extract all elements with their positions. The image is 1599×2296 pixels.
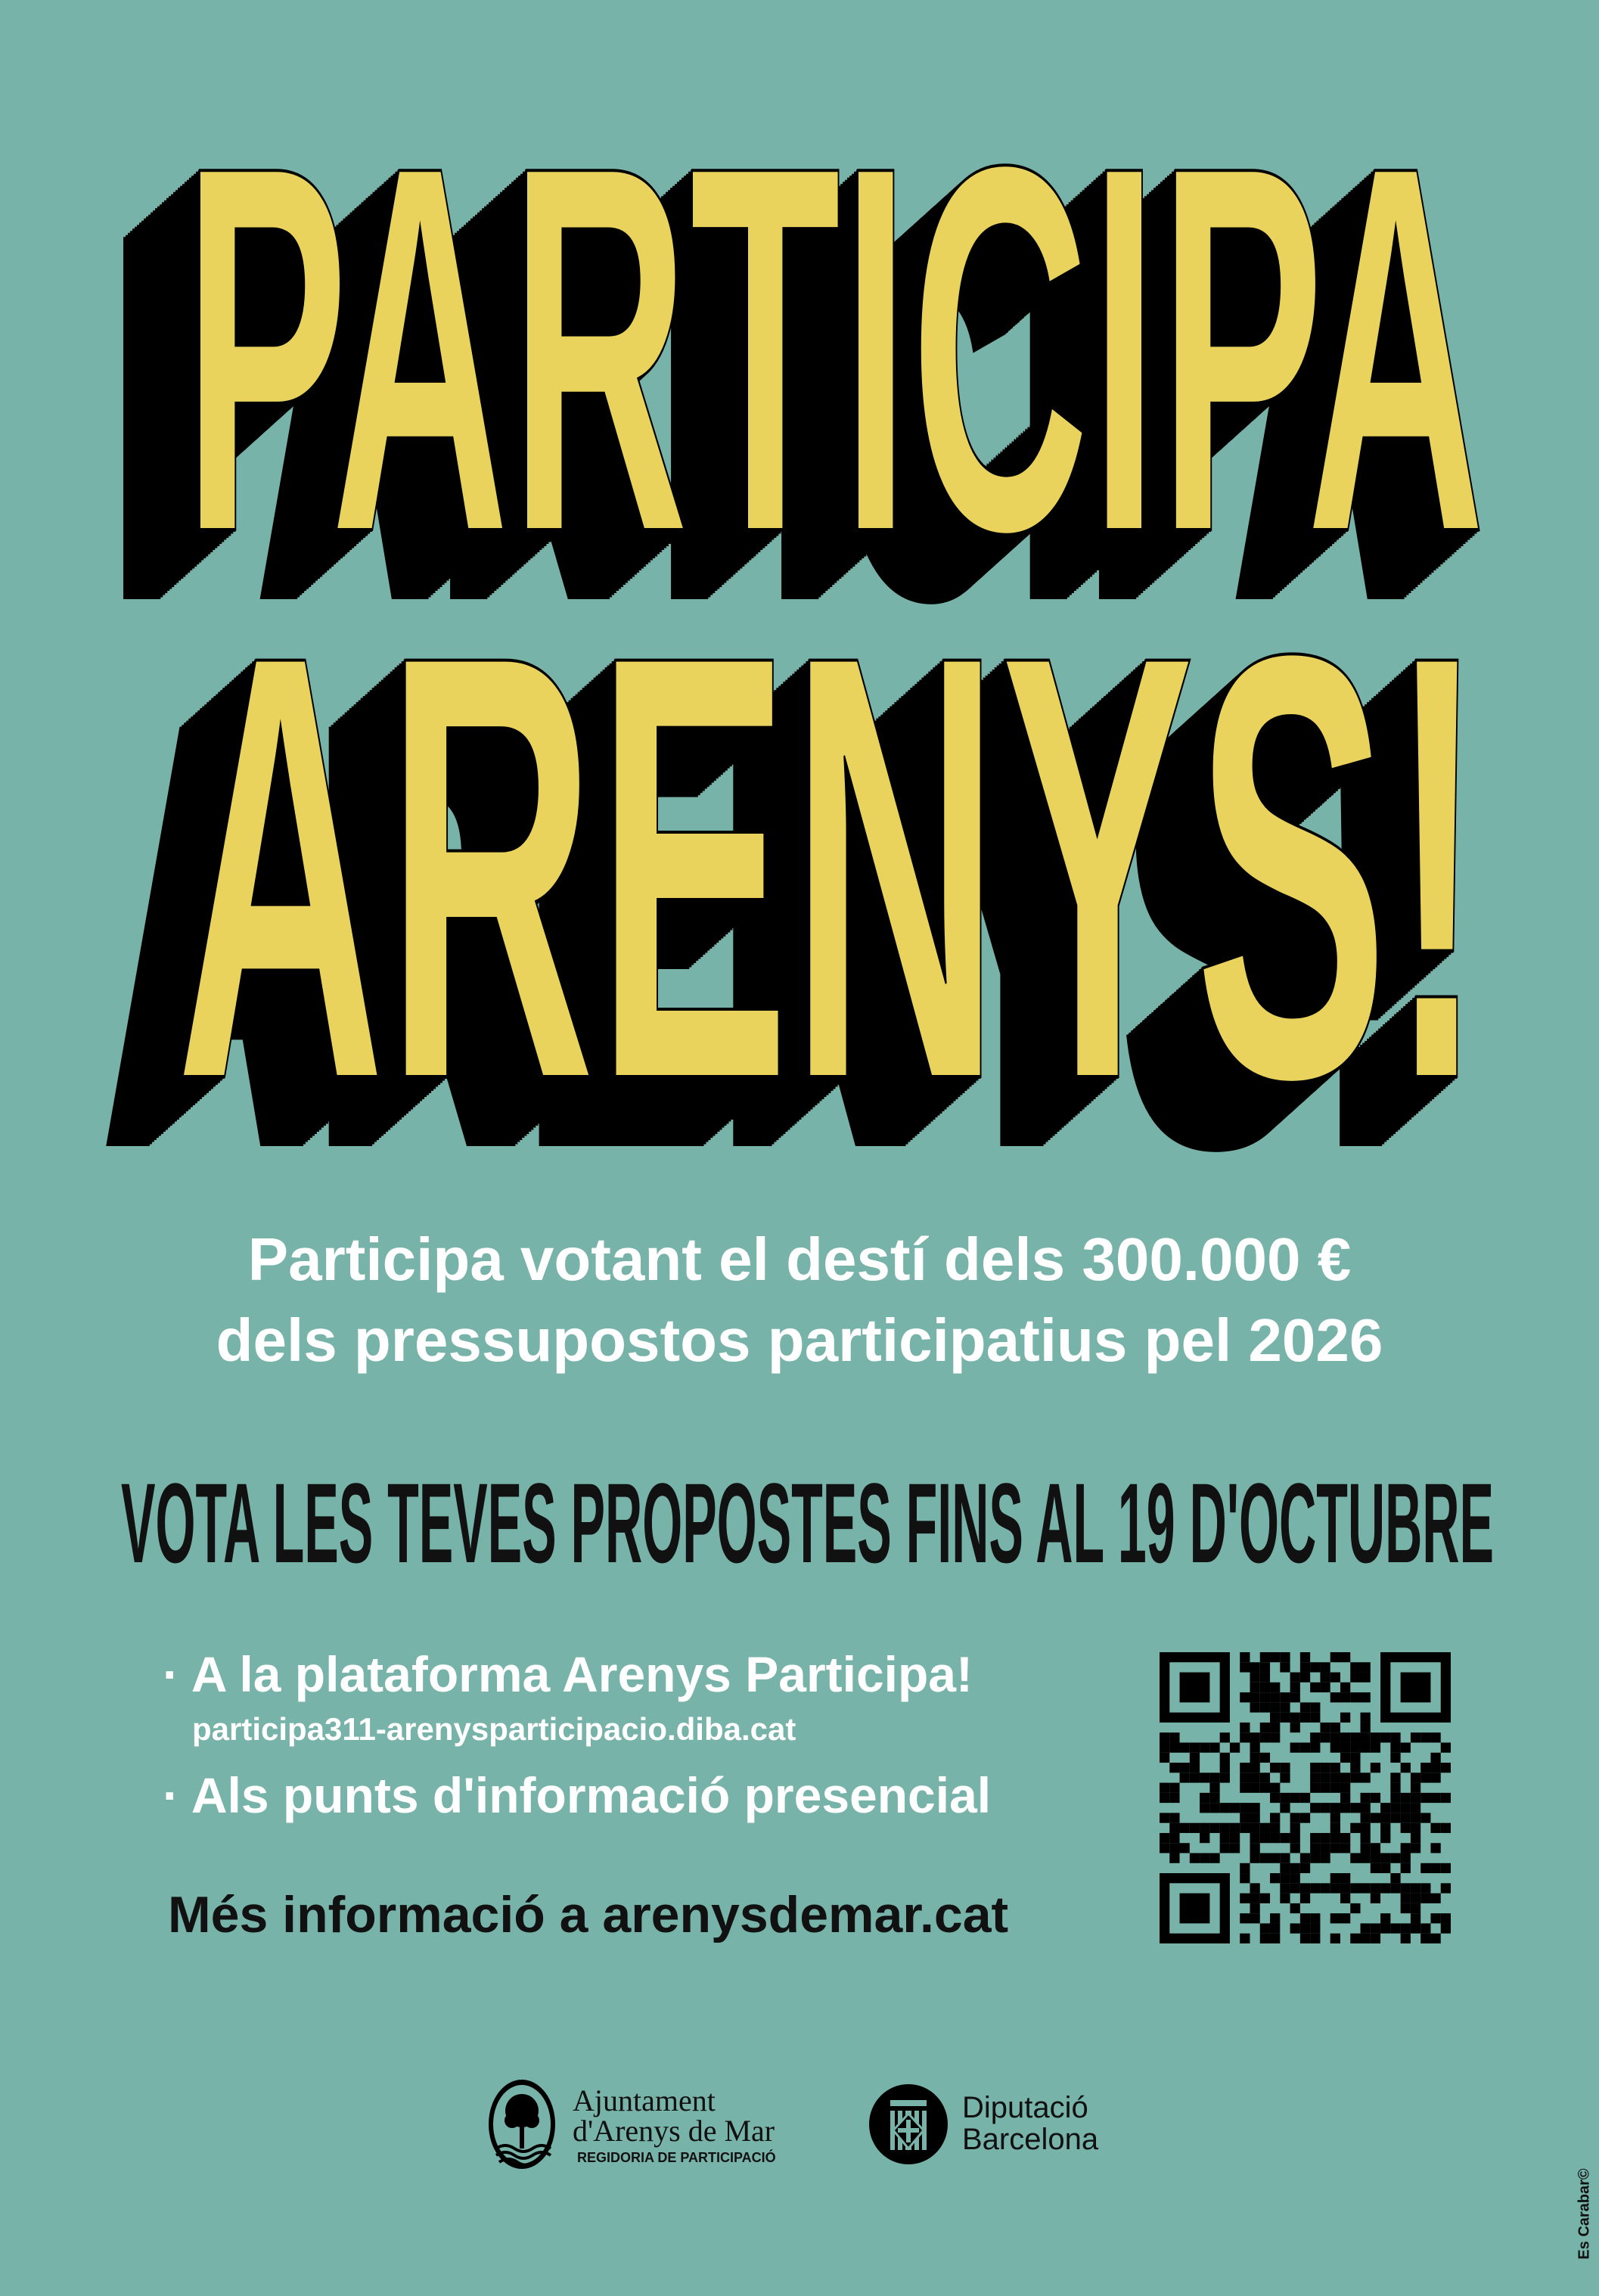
ajuntament-logo-text bbox=[573, 2083, 776, 2169]
option-1 bbox=[163, 1645, 973, 1703]
option-1-label: A la plataforma Arenys Participa! bbox=[191, 1646, 973, 1702]
platform-url-link[interactable]: participa311-arenysparticipacio.diba.cat bbox=[192, 1711, 796, 1747]
credit: Es Carabar© bbox=[1576, 2168, 1593, 2260]
ajuntament-line1: Ajuntament bbox=[573, 2083, 716, 2117]
headline-line1: PARTICIPA bbox=[183, 57, 1486, 641]
bullet: · bbox=[163, 1767, 179, 1823]
ajuntament-line3: REGIDORIA DE PARTICIPACIÓ bbox=[577, 2150, 776, 2165]
tree-emblem-icon bbox=[486, 2077, 558, 2172]
headline-line2: ARENYS! bbox=[175, 529, 1486, 1180]
deadline-banner bbox=[121, 1471, 1498, 1570]
subtitle-line2: dels pressupostos participatius pel 2026 bbox=[216, 1306, 1383, 1374]
subtitle-line1: Participa votant el destí dels 300.000 € bbox=[247, 1226, 1352, 1293]
more-info-link[interactable]: Més informació a arenysdemar.cat bbox=[168, 1886, 1009, 1943]
option-2-label: Als punts d'informació presencial bbox=[191, 1767, 992, 1823]
ajuntament-line2: d'Arenys de Mar bbox=[573, 2114, 775, 2148]
deadline-text: VOTA LES TEVES PROPOSTES FINS AL 19 D'OCTUBRE bbox=[121, 1471, 1494, 1570]
diputacio-logo-text bbox=[962, 2092, 1098, 2155]
option-2 bbox=[163, 1766, 991, 1824]
diputacio-line1: Diputació bbox=[962, 2091, 1088, 2124]
qr-code-icon[interactable] bbox=[1160, 1652, 1451, 1943]
diputacio-line2: Barcelona bbox=[962, 2123, 1099, 2156]
coat-of-arms-icon bbox=[868, 2083, 949, 2165]
bullet: · bbox=[163, 1646, 179, 1702]
